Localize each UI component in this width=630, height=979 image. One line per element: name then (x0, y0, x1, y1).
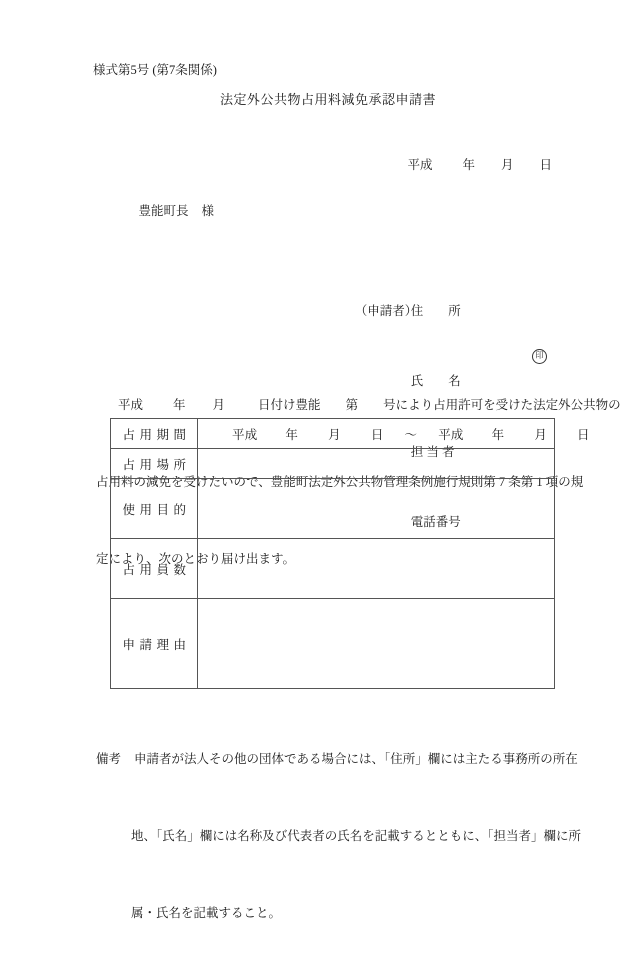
row-label-reason: 申請理由 (111, 599, 198, 689)
body-line1-tail: 号により占用許可を受けた法定外公共物の (383, 397, 621, 412)
row-label-purpose: 使用目的 (111, 479, 198, 539)
period-era-1: 平成 (232, 427, 258, 442)
body-line1-day-ref: 日付け豊能 (258, 397, 321, 412)
period-month-1: 月 (328, 427, 341, 442)
row-value-purpose[interactable] (198, 479, 555, 539)
table-row (111, 539, 555, 599)
date-era: 平成 (407, 158, 433, 172)
row-label-occupancy-location: 占用場所 (111, 449, 198, 479)
date-day-unit: 日 (539, 158, 552, 172)
applicant-phone-label: 電話番号 (410, 515, 461, 529)
table-row (111, 479, 555, 539)
period-year-1: 年 (285, 427, 299, 442)
date-year-unit: 年 (462, 158, 475, 172)
remarks-label: 備考 (96, 751, 122, 766)
period-era-2: 平成 (438, 427, 464, 442)
applicant-name-label: 氏 名 (410, 374, 461, 388)
period-year-2: 年 (491, 427, 505, 442)
row-value-reason[interactable] (198, 599, 555, 689)
remarks-line-3 (96, 901, 566, 927)
body-line-1 (96, 393, 621, 419)
period-fields (206, 425, 590, 443)
row-value-occupancy-period[interactable] (198, 419, 590, 449)
page-title: 法定外公共物占用料減免承認申請書 (219, 92, 436, 107)
applicant-heading: （申請者） (354, 303, 418, 318)
form-number: 様式第5号 (第7条関係) (93, 63, 217, 77)
addressee-honorific: 様 (201, 204, 215, 218)
row-value-occupancy-location[interactable] (198, 449, 555, 479)
remarks-text-2: 地、「氏名」欄には名称及び代表者の氏名を記載するとともに、「担当者」欄に所 (131, 828, 582, 843)
row-value-occupancy-count[interactable] (198, 539, 555, 599)
body-line1-year: 年 (173, 397, 186, 412)
body-line-2: 占用料の減免を受けたいので、豊能町法定外公共物管理条例施行規則第 7 条第 1 項の規 (96, 474, 584, 489)
body-line1-number-label: 第 (345, 397, 359, 412)
table-row (111, 599, 555, 689)
row-label-occupancy-period: 占用期間 (111, 419, 198, 449)
period-separator: ～ (404, 427, 418, 442)
row-label-occupancy-count: 占用員数 (111, 539, 198, 599)
body-line1-era: 平成 (118, 397, 144, 412)
remarks-text-3: 属・氏名を記載すること。 (131, 906, 282, 921)
table-row (111, 449, 555, 479)
applicant-contact-label: 担 当 者 (410, 444, 455, 459)
table-row (111, 419, 555, 449)
body-line1-month: 月 (212, 397, 226, 412)
applicant-address-row (336, 276, 469, 318)
date-line (0, 138, 552, 192)
period-month-2: 月 (534, 427, 548, 442)
date-month-unit: 月 (500, 158, 514, 172)
remarks-block (96, 695, 582, 979)
application-table (110, 418, 590, 689)
remarks-line-1 (96, 747, 578, 773)
addressee-recipient: 豊能町長 (138, 204, 189, 218)
remarks-text-1: 申請者が法人その他の団体である場合には、「住所」欄には主たる事務所の所在 (134, 751, 578, 766)
applicant-address-label: 住 所 (410, 303, 461, 318)
addressee-line (126, 184, 214, 238)
period-day-1: 日 (370, 427, 384, 442)
body-line-3: 定により、次のとおり届け出ます。 (96, 552, 296, 567)
remarks-line-2 (96, 824, 582, 850)
period-day-2: 日 (577, 427, 590, 442)
seal-icon: 印 (532, 349, 547, 364)
